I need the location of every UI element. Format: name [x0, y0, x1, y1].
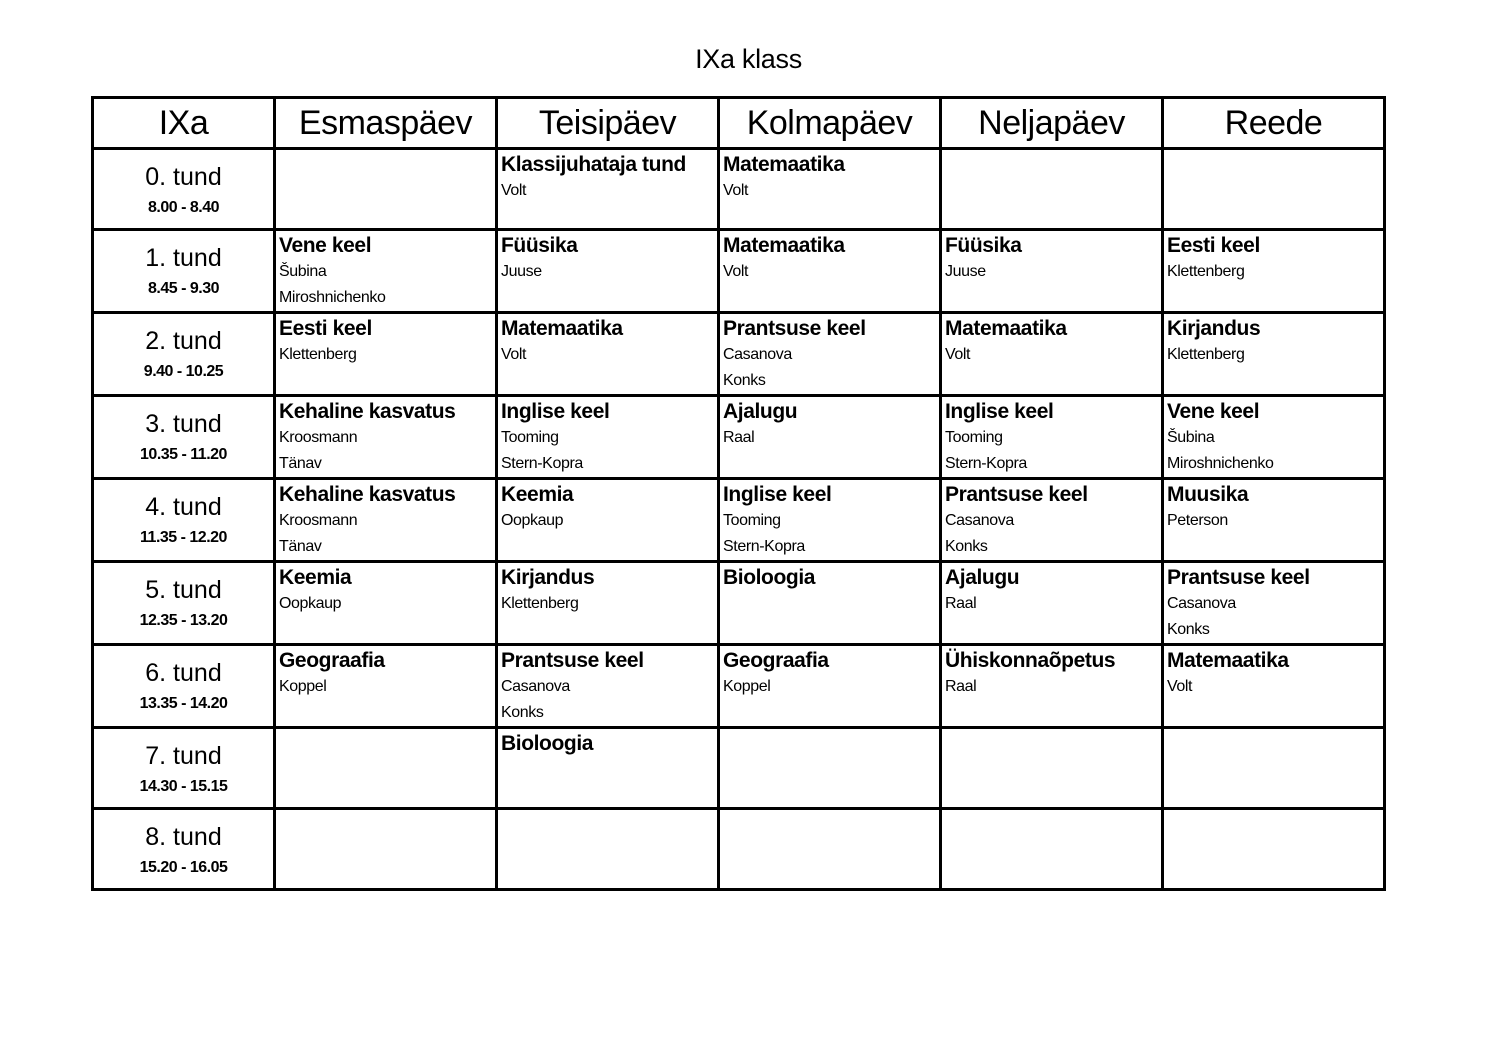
teacher-name: Konks [945, 538, 988, 555]
lesson-time: 9.40 - 10.25 [143, 363, 224, 380]
cell-content [498, 397, 717, 477]
cell-content [276, 810, 495, 812]
teacher-name: Volt [723, 182, 749, 199]
schedule-cell-monday [275, 562, 497, 645]
cell-content [1164, 150, 1383, 152]
day-header-thursday: Neljapäev [941, 98, 1163, 149]
teacher-name: Tänav [279, 455, 322, 472]
cell-content [276, 646, 495, 700]
subject-name: Ühiskonnaõpetus [945, 649, 1116, 672]
schedule-cell-friday [1163, 396, 1385, 479]
teacher-name: Oopkaup [279, 595, 342, 612]
subject-name: Matemaatika [501, 317, 623, 340]
lesson-header-cell [93, 479, 275, 562]
subject-name: Bioloogia [723, 566, 816, 589]
subject-name: Klassijuhataja tund [501, 153, 686, 176]
lesson-number: 1. tund [145, 244, 222, 272]
timetable [91, 96, 1386, 891]
lesson-time: 8.00 - 8.40 [148, 199, 219, 216]
page-title: IXa klass [695, 44, 802, 74]
schedule-cell-wednesday [719, 562, 941, 645]
cell-content [276, 563, 495, 617]
cell-content [1164, 314, 1383, 368]
schedule-cell-thursday [941, 313, 1163, 396]
schedule-cell-friday [1163, 562, 1385, 645]
teacher-name: Tänav [279, 538, 322, 555]
schedule-cell-wednesday [719, 230, 941, 313]
teacher-name: Stern-Kopra [945, 455, 1027, 472]
subject-name: Eesti keel [1167, 234, 1260, 257]
teacher-name: Klettenberg [1167, 263, 1245, 280]
teacher-name: Šubina [279, 263, 327, 280]
lesson-time: 13.35 - 14.20 [139, 695, 228, 712]
lesson-header-cell [93, 149, 275, 230]
cell-content [720, 231, 939, 285]
cell-content [720, 314, 939, 394]
schedule-cell-wednesday [719, 479, 941, 562]
subject-name: Füüsika [501, 234, 578, 257]
subject-name: Füüsika [945, 234, 1022, 257]
teacher-name: Tooming [723, 512, 781, 529]
teacher-name: Kroosmann [279, 512, 358, 529]
day-header-wednesday: Kolmapäev [719, 98, 941, 149]
schedule-cell-monday [275, 809, 497, 890]
schedule-cell-tuesday [497, 230, 719, 313]
schedule-cell-friday [1163, 313, 1385, 396]
lesson-row [93, 149, 1385, 230]
lesson-row [93, 479, 1385, 562]
cell-content [720, 397, 939, 451]
schedule-cell-thursday [941, 728, 1163, 809]
lesson-header-cell [93, 562, 275, 645]
cell-content [498, 314, 717, 368]
header-row [93, 98, 1385, 149]
lesson-row [93, 230, 1385, 313]
teacher-name: Tooming [945, 429, 1003, 446]
subject-name: Inglise keel [723, 483, 832, 506]
schedule-cell-wednesday [719, 149, 941, 230]
teacher-name: Koppel [723, 678, 771, 695]
lesson-row [93, 396, 1385, 479]
subject-name: Ajalugu [945, 566, 1020, 589]
cell-content [498, 480, 717, 534]
subject-name: Geograafia [279, 649, 385, 672]
cell-content [276, 231, 495, 311]
schedule-cell-tuesday [497, 479, 719, 562]
subject-name: Keemia [501, 483, 574, 506]
lesson-header-cell [93, 396, 275, 479]
schedule-cell-friday [1163, 809, 1385, 890]
lesson-time: 12.35 - 13.20 [139, 612, 228, 629]
cell-content [1164, 231, 1383, 285]
subject-name: Vene keel [1167, 400, 1260, 423]
teacher-name: Klettenberg [501, 595, 579, 612]
schedule-cell-tuesday [497, 645, 719, 728]
lesson-header-cell [93, 313, 275, 396]
lesson-number: 6. tund [145, 659, 222, 687]
cell-content [498, 810, 717, 812]
subject-name: Matemaatika [723, 234, 845, 257]
lesson-number: 4. tund [145, 493, 222, 521]
subject-name: Prantsuse keel [1167, 566, 1310, 589]
teacher-name: Volt [723, 263, 749, 280]
teacher-name: Konks [501, 704, 544, 721]
teacher-name: Koppel [279, 678, 327, 695]
teacher-name: Juuse [945, 263, 986, 280]
cell-content [1164, 729, 1383, 731]
teacher-name: Casanova [723, 346, 792, 363]
schedule-cell-tuesday [497, 396, 719, 479]
lesson-time: 14.30 - 15.15 [139, 778, 228, 795]
lesson-row [93, 728, 1385, 809]
schedule-cell-monday [275, 230, 497, 313]
teacher-name: Raal [945, 678, 977, 695]
cell-content [720, 150, 939, 204]
cell-content [942, 480, 1161, 560]
teacher-name: Raal [945, 595, 977, 612]
schedule-cell-tuesday [497, 562, 719, 645]
cell-content [942, 314, 1161, 368]
schedule-cell-tuesday [497, 149, 719, 230]
schedule-cell-thursday [941, 562, 1163, 645]
subject-name: Matemaatika [945, 317, 1067, 340]
cell-content [498, 729, 717, 757]
teacher-name: Stern-Kopra [501, 455, 583, 472]
subject-name: Bioloogia [501, 732, 594, 755]
cell-content [942, 729, 1161, 731]
cell-content [720, 480, 939, 560]
teacher-name: Klettenberg [279, 346, 357, 363]
cell-content [1164, 563, 1383, 643]
subject-name: Kirjandus [1167, 317, 1261, 340]
subject-name: Inglise keel [501, 400, 610, 423]
schedule-cell-tuesday [497, 728, 719, 809]
lesson-number: 8. tund [145, 823, 222, 851]
schedule-cell-thursday [941, 396, 1163, 479]
schedule-cell-tuesday [497, 313, 719, 396]
teacher-name: Volt [945, 346, 971, 363]
cell-content [276, 729, 495, 731]
subject-name: Prantsuse keel [723, 317, 866, 340]
schedule-cell-monday [275, 479, 497, 562]
subject-name: Inglise keel [945, 400, 1054, 423]
class-header: IXa [93, 98, 275, 149]
schedule-cell-wednesday [719, 396, 941, 479]
teacher-name: Volt [501, 182, 527, 199]
schedule-cell-friday [1163, 230, 1385, 313]
schedule-cell-monday [275, 396, 497, 479]
schedule-cell-thursday [941, 230, 1163, 313]
teacher-name: Miroshnichenko [1167, 455, 1274, 472]
cell-content [720, 810, 939, 812]
lesson-row [93, 313, 1385, 396]
lesson-number: 3. tund [145, 410, 222, 438]
cell-content [276, 480, 495, 560]
subject-name: Matemaatika [723, 153, 845, 176]
schedule-cell-wednesday [719, 809, 941, 890]
teacher-name: Peterson [1167, 512, 1228, 529]
lesson-time: 10.35 - 11.20 [140, 446, 227, 463]
lesson-number: 0. tund [145, 163, 222, 191]
cell-content [942, 810, 1161, 812]
schedule-cell-monday [275, 149, 497, 230]
cell-content [498, 563, 717, 617]
schedule-cell-monday [275, 313, 497, 396]
subject-name: Muusika [1167, 483, 1249, 506]
cell-content [498, 150, 717, 204]
cell-content [720, 563, 939, 591]
subject-name: Matemaatika [1167, 649, 1289, 672]
teacher-name: Raal [723, 429, 755, 446]
schedule-cell-friday [1163, 479, 1385, 562]
lesson-row [93, 809, 1385, 890]
lesson-header-cell [93, 645, 275, 728]
lesson-row [93, 562, 1385, 645]
schedule-cell-monday [275, 645, 497, 728]
subject-name: Geograafia [723, 649, 829, 672]
cell-content [942, 150, 1161, 152]
subject-name: Prantsuse keel [945, 483, 1088, 506]
lesson-header-cell [93, 230, 275, 313]
teacher-name: Konks [1167, 621, 1210, 638]
teacher-name: Casanova [945, 512, 1014, 529]
lesson-number: 5. tund [145, 576, 222, 604]
subject-name: Kehaline kasvatus [279, 483, 456, 506]
schedule-cell-thursday [941, 149, 1163, 230]
cell-content [1164, 480, 1383, 534]
subject-name: Ajalugu [723, 400, 798, 423]
teacher-name: Konks [723, 372, 766, 389]
lesson-header-cell [93, 728, 275, 809]
teacher-name: Kroosmann [279, 429, 358, 446]
cell-content [1164, 810, 1383, 812]
schedule-cell-thursday [941, 479, 1163, 562]
teacher-name: Klettenberg [1167, 346, 1245, 363]
cell-content [720, 646, 939, 700]
cell-content [942, 646, 1161, 700]
teacher-name: Casanova [501, 678, 570, 695]
teacher-name: Volt [1167, 678, 1193, 695]
subject-name: Kehaline kasvatus [279, 400, 456, 423]
schedule-cell-tuesday [497, 809, 719, 890]
cell-content [942, 231, 1161, 285]
schedule-cell-thursday [941, 809, 1163, 890]
schedule-cell-friday [1163, 149, 1385, 230]
teacher-name: Oopkaup [501, 512, 564, 529]
lesson-number: 7. tund [145, 742, 222, 770]
schedule-cell-thursday [941, 645, 1163, 728]
teacher-name: Volt [501, 346, 527, 363]
schedule-cell-friday [1163, 645, 1385, 728]
cell-content [1164, 397, 1383, 477]
cell-content [720, 729, 939, 731]
lesson-header-cell [93, 809, 275, 890]
lesson-time: 11.35 - 12.20 [140, 529, 227, 546]
teacher-name: Casanova [1167, 595, 1236, 612]
teacher-name: Tooming [501, 429, 559, 446]
cell-content [498, 646, 717, 726]
subject-name: Eesti keel [279, 317, 372, 340]
subject-name: Keemia [279, 566, 352, 589]
cell-content [1164, 646, 1383, 700]
teacher-name: Juuse [501, 263, 542, 280]
cell-content [498, 231, 717, 285]
schedule-cell-wednesday [719, 313, 941, 396]
subject-name: Prantsuse keel [501, 649, 644, 672]
cell-content [942, 563, 1161, 617]
lesson-time: 8.45 - 9.30 [148, 280, 219, 297]
teacher-name: Stern-Kopra [723, 538, 805, 555]
lesson-row [93, 645, 1385, 728]
schedule-cell-monday [275, 728, 497, 809]
subject-name: Vene keel [279, 234, 372, 257]
schedule-cell-wednesday [719, 645, 941, 728]
teacher-name: Šubina [1167, 429, 1215, 446]
day-header-monday: Esmaspäev [275, 98, 497, 149]
lesson-number: 2. tund [145, 327, 222, 355]
cell-content [276, 314, 495, 368]
lesson-time: 15.20 - 16.05 [139, 859, 228, 876]
day-header-friday: Reede [1163, 98, 1385, 149]
teacher-name: Miroshnichenko [279, 289, 386, 306]
schedule-cell-wednesday [719, 728, 941, 809]
cell-content [276, 397, 495, 477]
cell-content [942, 397, 1161, 477]
cell-content [276, 150, 495, 152]
day-header-tuesday: Teisipäev [497, 98, 719, 149]
subject-name: Kirjandus [501, 566, 595, 589]
schedule-cell-friday [1163, 728, 1385, 809]
